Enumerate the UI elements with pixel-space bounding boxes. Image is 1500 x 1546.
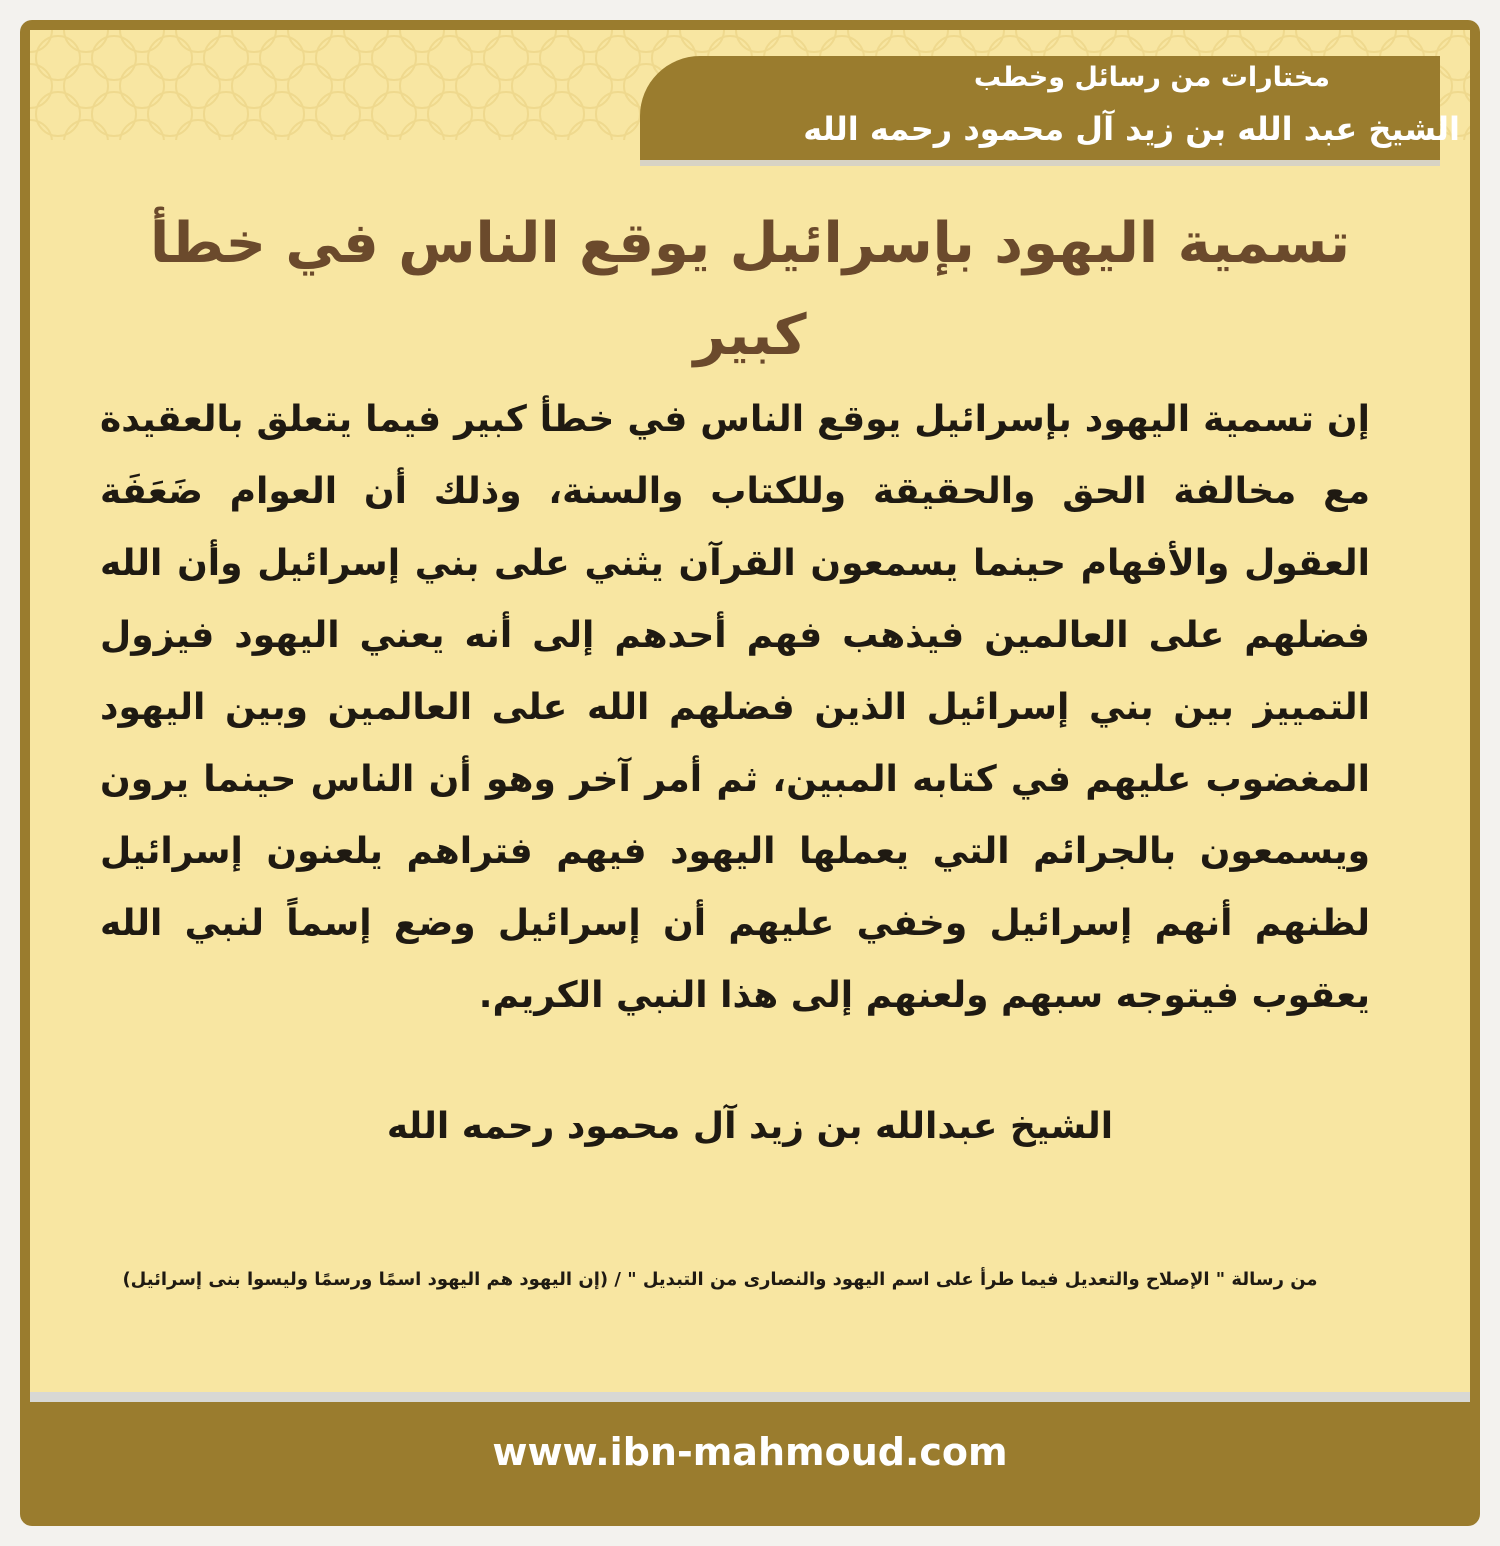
website-link[interactable]: www.ibn-mahmoud.com — [492, 1430, 1008, 1474]
author-signature: الشيخ عبدالله بن زيد آل محمود رحمه الله — [386, 1106, 1114, 1147]
article-title: تسمية اليهود بإسرائيل يوقع الناس في خطأ كبير — [150, 211, 1350, 368]
header-author-name: الشيخ عبد الله بن زيد آل محمود رحمه الله — [803, 110, 1460, 148]
divider-strip — [30, 1392, 1470, 1402]
header-series-title: مختارات من رسائل وخطب — [973, 62, 1330, 93]
source-citation: من رسالة " الإصلاح والتعديل فيما طرأ على اسم اليهود والنصارى من التبديل " / (إن اليهود هم اليهود اسمًا ورسمًا وليسوا بنى إسرائيل) — [122, 1269, 1318, 1290]
article-body: إن تسمية اليهود بإسرائيل يوقع الناس في خطأ كبير فيما يتعلق بالعقيدة مع مخالفة الحق والحقيقة وللكتاب والسنة، وذلك أن العوام ضَعَفَة العقول والأفهام حينما يسمعون القرآن يثني على بني إسرائيل وأن الله فضلهم على العالمين فيذهب فهم أحدهم إلى أنه يعني اليهود فيزول التمييز بين بني إسرائيل الذين فضلهم الله على العالمين وبين اليهود المغضوب عليهم في كتابه المبين، ثم أمر آخر وهو أن الناس حينما يرون ويسمعون بالجرائم التي يعملها اليهود فيهم فتراهم يلعنون إسرائيل لظنهم أنهم إسرائيل وخفي عليهم أن إسرائيل وضع إسماً لنبي الله يعقوب فيتوجه سبهم ولعنهم إلى هذا النبي الكريم. — [100, 399, 1370, 1016]
